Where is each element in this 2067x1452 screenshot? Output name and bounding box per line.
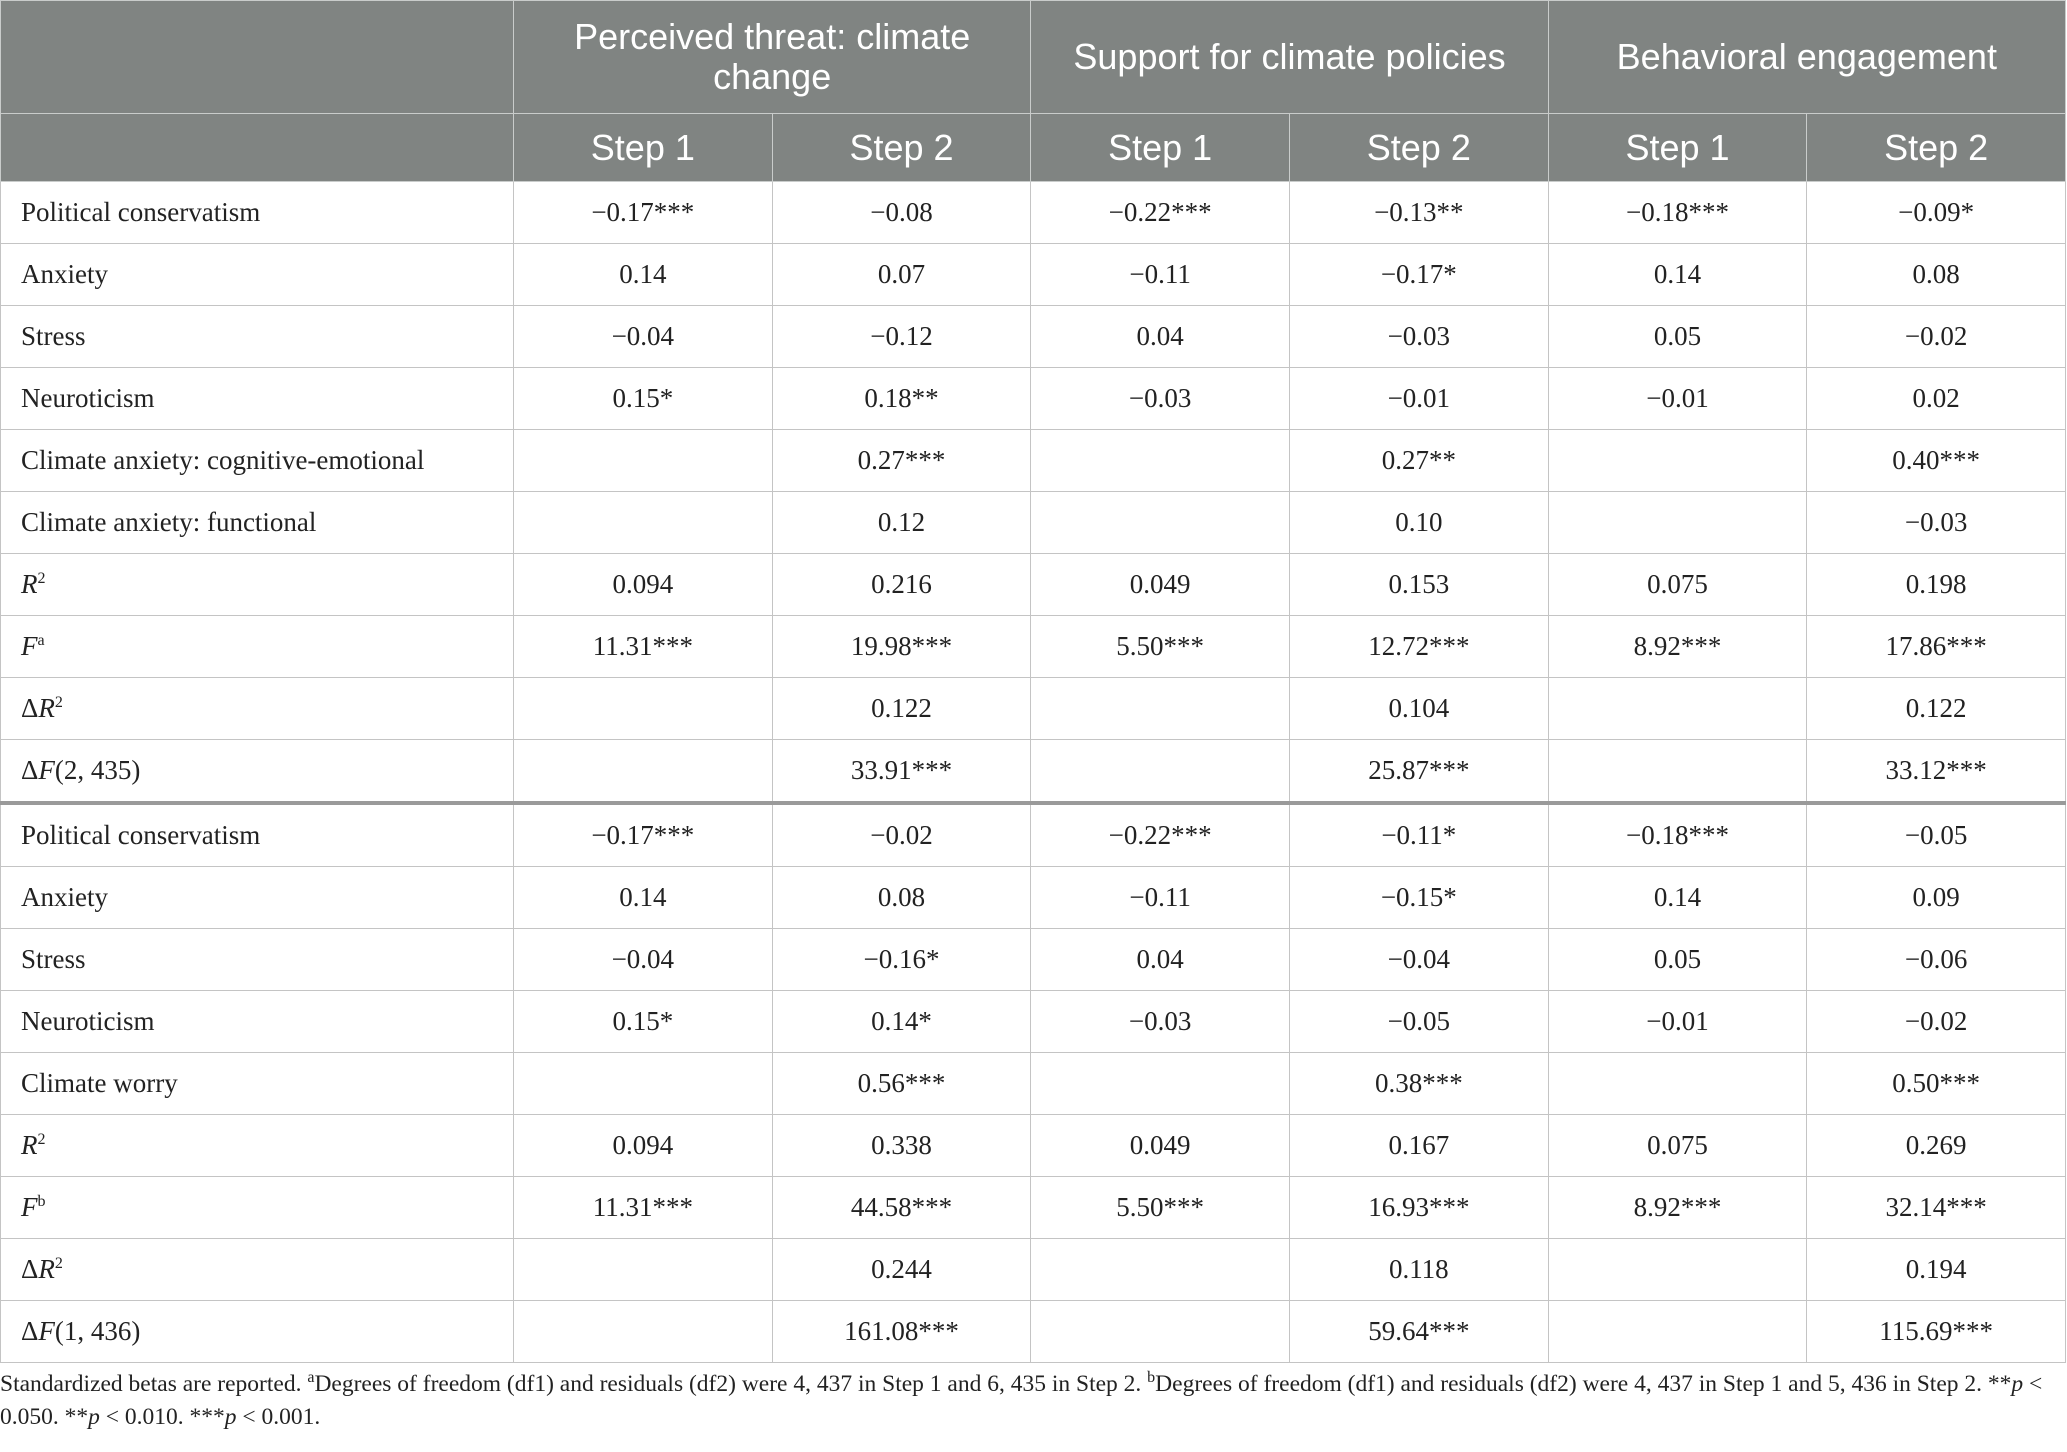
step-header: Step 1: [1031, 114, 1290, 182]
row-label: Neuroticism: [1, 368, 514, 430]
group-header: Behavioral engagement: [1548, 1, 2065, 114]
value-cell: 0.14: [514, 244, 773, 306]
row-label: Political conservatism: [1, 803, 514, 867]
value-cell: 0.08: [1807, 244, 2066, 306]
note-text: < 0.050. **: [0, 1371, 2043, 1430]
value-cell: [1548, 430, 1807, 492]
value-cell: −0.17*: [1289, 244, 1548, 306]
value-cell: 0.18**: [772, 368, 1031, 430]
table-row: [1, 678, 2066, 740]
value-cell: 0.122: [772, 678, 1031, 740]
note-text: Degrees of freedom (df1) and residuals (df2) were 4, 437 in Step 1 and 5, 436 in Step 2. **: [1155, 1371, 2012, 1397]
value-cell: −0.04: [1289, 929, 1548, 991]
value-cell: 59.64***: [1289, 1301, 1548, 1363]
row-label-df: (2, 435): [54, 755, 141, 785]
value-cell: −0.09*: [1807, 182, 2066, 244]
value-cell: −0.01: [1289, 368, 1548, 430]
row-label: [1, 740, 514, 804]
row-label-delta: Δ: [21, 1316, 39, 1346]
value-cell: −0.01: [1548, 368, 1807, 430]
value-cell: [1031, 740, 1290, 804]
row-label: Climate worry: [1, 1053, 514, 1115]
row-label: [1, 1115, 514, 1177]
corner-cell: [1, 114, 514, 182]
value-cell: −0.18***: [1548, 803, 1807, 867]
value-cell: 0.56***: [772, 1053, 1031, 1115]
group-header: Perceived threat: climate change: [514, 1, 1031, 114]
row-label-superscript: b: [37, 1193, 46, 1210]
value-cell: 0.216: [772, 554, 1031, 616]
value-cell: 0.27***: [772, 430, 1031, 492]
row-label-symbol: R: [21, 569, 38, 599]
value-cell: −0.12: [772, 306, 1031, 368]
value-cell: [1031, 430, 1290, 492]
value-cell: −0.03: [1807, 492, 2066, 554]
value-cell: 0.075: [1548, 1115, 1807, 1177]
table-row: [1, 492, 2066, 554]
note-text: Standardized betas are reported.: [0, 1371, 308, 1397]
value-cell: −0.05: [1289, 991, 1548, 1053]
value-cell: 8.92***: [1548, 1177, 1807, 1239]
value-cell: [1031, 1239, 1290, 1301]
value-cell: 19.98***: [772, 616, 1031, 678]
value-cell: −0.15*: [1289, 867, 1548, 929]
value-cell: −0.22***: [1031, 182, 1290, 244]
table-row: [1, 929, 2066, 991]
value-cell: 0.15*: [514, 991, 773, 1053]
value-cell: 0.104: [1289, 678, 1548, 740]
value-cell: 0.198: [1807, 554, 2066, 616]
value-cell: −0.04: [514, 929, 773, 991]
value-cell: −0.18***: [1548, 182, 1807, 244]
value-cell: 161.08***: [772, 1301, 1031, 1363]
value-cell: 0.049: [1031, 1115, 1290, 1177]
row-label: Anxiety: [1, 244, 514, 306]
value-cell: [1548, 1053, 1807, 1115]
value-cell: −0.11: [1031, 867, 1290, 929]
table-row: [1, 430, 2066, 492]
value-cell: 0.14: [1548, 244, 1807, 306]
value-cell: −0.08: [772, 182, 1031, 244]
table-row: [1, 1115, 2066, 1177]
value-cell: [1548, 1301, 1807, 1363]
note-text: < 0.010. ***: [99, 1404, 225, 1430]
table-row: [1, 1177, 2066, 1239]
value-cell: 44.58***: [772, 1177, 1031, 1239]
table-row: [1, 244, 2066, 306]
row-label-symbol: F: [21, 631, 38, 661]
table-row: [1, 1301, 2066, 1363]
value-cell: 0.122: [1807, 678, 2066, 740]
value-cell: 0.094: [514, 554, 773, 616]
value-cell: −0.02: [1807, 306, 2066, 368]
value-cell: −0.02: [1807, 991, 2066, 1053]
value-cell: [514, 1239, 773, 1301]
step-header: Step 2: [1289, 114, 1548, 182]
table-row: [1, 616, 2066, 678]
value-cell: 0.04: [1031, 929, 1290, 991]
row-label: Political conservatism: [1, 182, 514, 244]
value-cell: −0.17***: [514, 182, 773, 244]
value-cell: 0.14: [514, 867, 773, 929]
value-cell: 0.338: [772, 1115, 1031, 1177]
row-label-superscript: 2: [54, 1255, 63, 1272]
row-label-delta: Δ: [21, 755, 39, 785]
value-cell: 0.269: [1807, 1115, 2066, 1177]
value-cell: 11.31***: [514, 1177, 773, 1239]
value-cell: −0.02: [772, 803, 1031, 867]
row-label-delta: Δ: [21, 1254, 39, 1284]
value-cell: 0.10: [1289, 492, 1548, 554]
value-cell: 12.72***: [1289, 616, 1548, 678]
row-label: Stress: [1, 929, 514, 991]
row-label-symbol: F: [21, 1192, 38, 1222]
value-cell: 0.14*: [772, 991, 1031, 1053]
value-cell: 0.15*: [514, 368, 773, 430]
value-cell: 17.86***: [1807, 616, 2066, 678]
value-cell: −0.06: [1807, 929, 2066, 991]
value-cell: −0.13**: [1289, 182, 1548, 244]
value-cell: 5.50***: [1031, 616, 1290, 678]
value-cell: 0.07: [772, 244, 1031, 306]
row-label-df: (1, 436): [54, 1316, 141, 1346]
value-cell: 0.02: [1807, 368, 2066, 430]
row-label: [1, 1177, 514, 1239]
value-cell: −0.03: [1031, 368, 1290, 430]
row-label-symbol: R: [21, 1130, 38, 1160]
value-cell: 0.075: [1548, 554, 1807, 616]
value-cell: 0.118: [1289, 1239, 1548, 1301]
row-label: [1, 678, 514, 740]
value-cell: −0.05: [1807, 803, 2066, 867]
step-header: Step 2: [1807, 114, 2066, 182]
row-label-superscript: 2: [37, 1131, 46, 1148]
value-cell: 0.04: [1031, 306, 1290, 368]
row-label: Neuroticism: [1, 991, 514, 1053]
table-row: [1, 1053, 2066, 1115]
value-cell: −0.16*: [772, 929, 1031, 991]
step-header-row: [1, 114, 2066, 182]
value-cell: [514, 1301, 773, 1363]
row-label-symbol: F: [38, 755, 55, 785]
note-text: < 0.001.: [236, 1404, 321, 1430]
row-label-superscript: 2: [37, 570, 46, 587]
value-cell: 0.244: [772, 1239, 1031, 1301]
value-cell: 8.92***: [1548, 616, 1807, 678]
value-cell: 0.05: [1548, 306, 1807, 368]
value-cell: 11.31***: [514, 616, 773, 678]
value-cell: 0.153: [1289, 554, 1548, 616]
value-cell: −0.01: [1548, 991, 1807, 1053]
value-cell: 0.09: [1807, 867, 2066, 929]
note-text: Degrees of freedom (df1) and residuals (df2) were 4, 437 in Step 1 and 6, 435 in Step 2.: [314, 1371, 1148, 1397]
step-header: Step 2: [772, 114, 1031, 182]
note-p-symbol: p: [224, 1404, 237, 1430]
value-cell: [1548, 492, 1807, 554]
value-cell: [1548, 1239, 1807, 1301]
row-label-superscript: a: [37, 632, 45, 649]
table-footnote: [0, 1368, 2062, 1434]
value-cell: −0.11*: [1289, 803, 1548, 867]
step-header: Step 1: [1548, 114, 1807, 182]
row-label-symbol: R: [38, 1254, 55, 1284]
corner-cell: [1, 1, 514, 114]
table-row: [1, 182, 2066, 244]
row-label: [1, 554, 514, 616]
note-superscript: b: [1147, 1369, 1156, 1387]
row-label: Climate anxiety: cognitive-emotional: [1, 430, 514, 492]
value-cell: [1031, 1301, 1290, 1363]
value-cell: 5.50***: [1031, 1177, 1290, 1239]
table-row: [1, 554, 2066, 616]
row-label: [1, 616, 514, 678]
table-row: [1, 740, 2066, 804]
group-header: Support for climate policies: [1031, 1, 1548, 114]
value-cell: 33.91***: [772, 740, 1031, 804]
table-body: [1, 182, 2066, 1363]
row-label-superscript: 2: [54, 694, 63, 711]
group-header-row: [1, 1, 2066, 114]
row-label: [1, 1301, 514, 1363]
table-row: [1, 368, 2066, 430]
note-superscript: a: [307, 1369, 315, 1387]
value-cell: [1031, 678, 1290, 740]
value-cell: [514, 740, 773, 804]
value-cell: 0.167: [1289, 1115, 1548, 1177]
table-row: [1, 803, 2066, 867]
value-cell: 0.38***: [1289, 1053, 1548, 1115]
value-cell: 0.08: [772, 867, 1031, 929]
row-label: Climate anxiety: functional: [1, 492, 514, 554]
row-label: Stress: [1, 306, 514, 368]
value-cell: 0.27**: [1289, 430, 1548, 492]
value-cell: −0.17***: [514, 803, 773, 867]
value-cell: [1548, 740, 1807, 804]
table-row: [1, 306, 2066, 368]
table-row: [1, 867, 2066, 929]
value-cell: −0.22***: [1031, 803, 1290, 867]
value-cell: [1548, 678, 1807, 740]
value-cell: 0.194: [1807, 1239, 2066, 1301]
step-header: Step 1: [514, 114, 773, 182]
value-cell: 0.40***: [1807, 430, 2066, 492]
value-cell: 0.094: [514, 1115, 773, 1177]
table-row: [1, 1239, 2066, 1301]
table-row: [1, 991, 2066, 1053]
value-cell: −0.03: [1031, 991, 1290, 1053]
value-cell: [514, 1053, 773, 1115]
value-cell: 16.93***: [1289, 1177, 1548, 1239]
row-label: [1, 1239, 514, 1301]
value-cell: [1031, 1053, 1290, 1115]
row-label: Anxiety: [1, 867, 514, 929]
value-cell: −0.04: [514, 306, 773, 368]
value-cell: 32.14***: [1807, 1177, 2066, 1239]
row-label-delta: Δ: [21, 693, 39, 723]
row-label-symbol: F: [38, 1316, 55, 1346]
value-cell: [514, 430, 773, 492]
row-label-symbol: R: [38, 693, 55, 723]
value-cell: 115.69***: [1807, 1301, 2066, 1363]
value-cell: −0.11: [1031, 244, 1290, 306]
value-cell: 0.14: [1548, 867, 1807, 929]
value-cell: [514, 678, 773, 740]
value-cell: −0.03: [1289, 306, 1548, 368]
note-p-symbol: p: [88, 1404, 100, 1430]
value-cell: 0.049: [1031, 554, 1290, 616]
value-cell: 0.05: [1548, 929, 1807, 991]
value-cell: 0.12: [772, 492, 1031, 554]
note-p-symbol: p: [2011, 1371, 2024, 1397]
value-cell: 25.87***: [1289, 740, 1548, 804]
value-cell: 33.12***: [1807, 740, 2066, 804]
value-cell: [1031, 492, 1290, 554]
value-cell: 0.50***: [1807, 1053, 2066, 1115]
value-cell: [514, 492, 773, 554]
